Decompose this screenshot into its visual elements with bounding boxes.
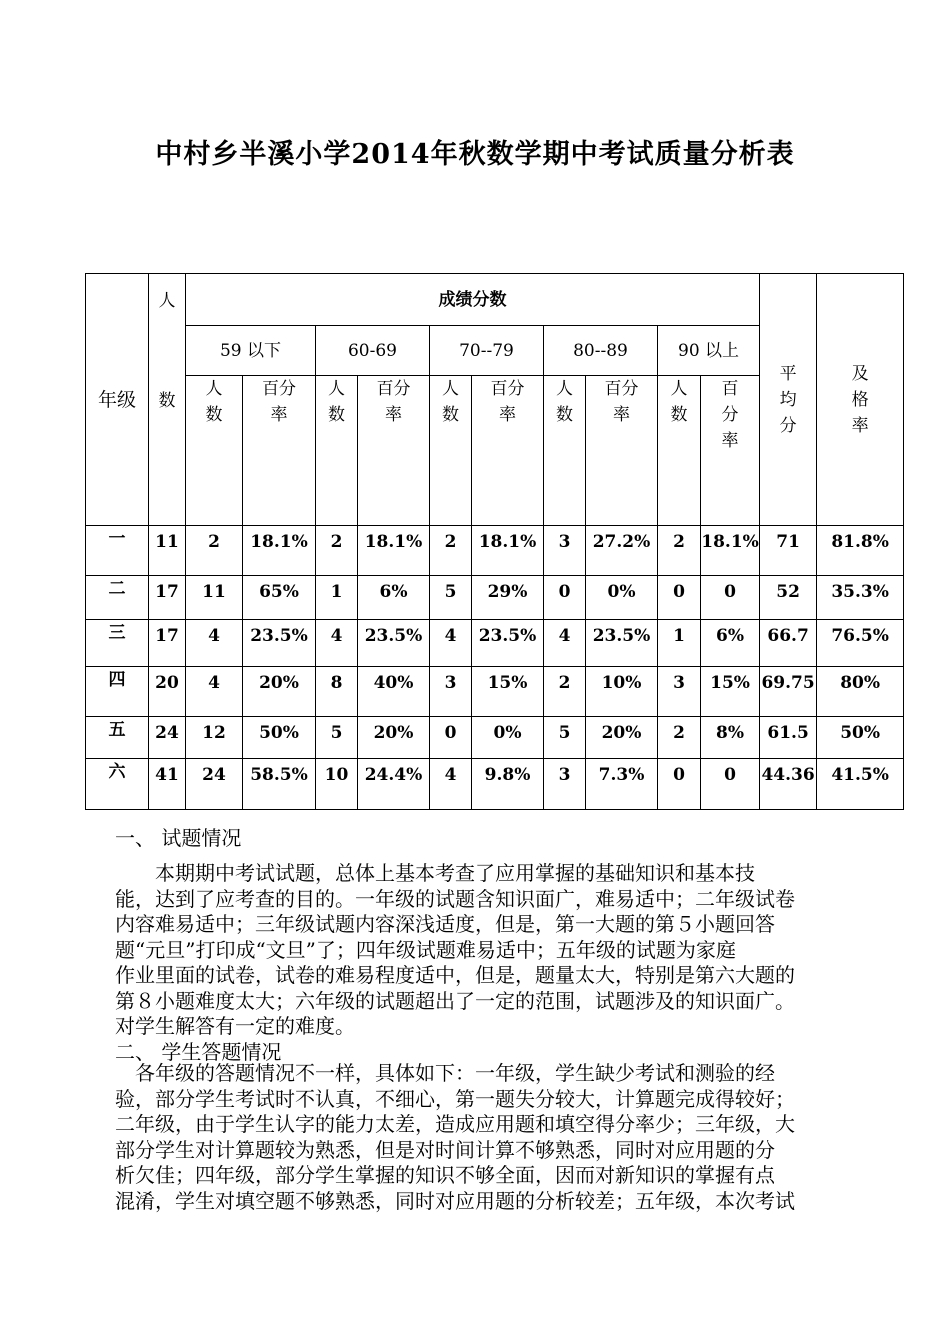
band-percent-cell: 6% — [358, 576, 430, 620]
paragraph-line: 混淆，学生对填空题不够熟悉，同时对应用题的分析较差；五年级，本次考试 — [115, 1188, 795, 1213]
band-count-cell: 4 — [186, 667, 243, 717]
band-count-cell: 11 — [186, 576, 243, 620]
paragraph-line: 第８小题难度太大；六年级的试题超出了一定的范围，试题涉及的知识面广。 — [115, 988, 795, 1013]
band-percent-cell: 23.5% — [586, 620, 658, 667]
band-percent-cell: 20% — [358, 717, 430, 759]
paragraph-line: 各年级的答题情况不一样，具体如下：一年级，学生缺少考试和测验的经 — [135, 1061, 775, 1085]
band-count-cell: 3 — [544, 759, 586, 810]
band-percent-cell: 10% — [586, 667, 658, 717]
paragraph-line: 作业里面的试卷，试卷的难易程度适中，但是，题量太大，特别是第六大题的 — [115, 963, 795, 987]
band-percent-cell: 18.1% — [701, 526, 760, 576]
grade-cell: 一 — [86, 526, 149, 576]
pass-rate-cell: 41.5% — [817, 759, 904, 810]
sub-count-header: 人 数 — [658, 376, 701, 526]
band-header: 60-69 — [316, 326, 430, 376]
band-percent-cell: 58.5% — [243, 759, 316, 810]
band-percent-cell: 0% — [586, 576, 658, 620]
band-percent-cell: 18.1% — [472, 526, 544, 576]
grade-cell: 三 — [86, 620, 149, 667]
pass-rate-cell: 35.3% — [817, 576, 904, 620]
paragraph-line: 部分学生对计算题较为熟悉，但是对时间计算不够熟悉，同时对应用题的分 — [115, 1137, 775, 1162]
paragraph-line: 二年级，由于学生认字的能力太差，造成应用题和填空得分率少；三年级，大 — [115, 1112, 795, 1136]
paragraph-line: 本期期中考试试题，总体上基本考查了应用掌握的基础知识和基本技 — [155, 861, 755, 885]
table-row — [86, 576, 904, 620]
paragraph-line: 验，部分学生考试时不认真，不细心，第一题失分较大，计算题完成得较好； — [115, 1086, 795, 1111]
sub-count-header: 人 数 — [430, 376, 472, 526]
band-count-cell: 2 — [316, 526, 358, 576]
sub-count-header: 人 数 — [544, 376, 586, 526]
band-count-cell: 5 — [544, 717, 586, 759]
section-2-heading: 二、 学生答题情况 — [115, 1040, 282, 1064]
band-header: 90 以上 — [658, 326, 760, 376]
pass-rate-cell: 50% — [817, 717, 904, 759]
band-percent-cell: 0% — [472, 717, 544, 759]
band-percent-cell: 50% — [243, 717, 316, 759]
average-header: 平 均 分 — [760, 274, 817, 526]
sub-percent-header: 百分 率 — [586, 376, 658, 526]
band-header: 70--79 — [430, 326, 544, 376]
band-percent-cell: 6% — [701, 620, 760, 667]
band-count-cell: 4 — [186, 620, 243, 667]
band-count-cell: 4 — [544, 620, 586, 667]
band-count-cell: 4 — [316, 620, 358, 667]
table-row — [86, 759, 904, 810]
band-percent-cell: 0 — [701, 759, 760, 810]
sub-count-header: 人 数 — [316, 376, 358, 526]
band-count-cell: 5 — [316, 717, 358, 759]
band-percent-cell: 18.1% — [358, 526, 430, 576]
band-percent-cell: 0 — [701, 576, 760, 620]
band-count-cell: 3 — [544, 526, 586, 576]
band-percent-cell: 40% — [358, 667, 430, 717]
band-percent-cell: 23.5% — [358, 620, 430, 667]
sub-percent-header: 百分 率 — [243, 376, 316, 526]
count-header: 人 数 — [149, 274, 186, 526]
section-1-heading: 一、 试题情况 — [115, 826, 242, 850]
band-count-cell: 0 — [430, 717, 472, 759]
band-percent-cell: 18.1% — [243, 526, 316, 576]
band-count-cell: 5 — [430, 576, 472, 620]
average-cell: 66.7 — [760, 620, 817, 667]
band-count-cell: 2 — [544, 667, 586, 717]
band-count-cell: 2 — [658, 717, 701, 759]
band-count-cell: 0 — [658, 576, 701, 620]
student-count-cell: 20 — [149, 667, 186, 717]
band-percent-cell: 65% — [243, 576, 316, 620]
table-row — [86, 667, 904, 717]
grade-cell: 五 — [86, 717, 149, 759]
paragraph-line: 题“元旦”打印成“文旦”了；四年级试题难易适中；五年级的试题为家庭 — [115, 937, 736, 962]
band-percent-cell: 23.5% — [472, 620, 544, 667]
document-title: 中村乡半溪小学2014年秋数学期中考试质量分析表 — [155, 139, 795, 170]
band-percent-cell: 7.3% — [586, 759, 658, 810]
student-count-cell: 41 — [149, 759, 186, 810]
band-count-cell: 3 — [430, 667, 472, 717]
student-count-cell: 11 — [149, 526, 186, 576]
band-percent-cell: 9.8% — [472, 759, 544, 810]
sub-percent-header: 百分 率 — [472, 376, 544, 526]
table-row — [86, 620, 904, 667]
pass-rate-header: 及 格 率 — [817, 274, 904, 526]
band-count-cell: 1 — [316, 576, 358, 620]
pass-rate-cell: 80% — [817, 667, 904, 717]
band-percent-cell: 15% — [701, 667, 760, 717]
band-count-cell: 10 — [316, 759, 358, 810]
score-header: 成绩分数 — [186, 274, 760, 326]
section-2-body — [115, 1061, 853, 1214]
grade-cell: 四 — [86, 667, 149, 717]
band-count-cell: 0 — [658, 759, 701, 810]
band-percent-cell: 23.5% — [243, 620, 316, 667]
sub-percent-header: 百分 率 — [358, 376, 430, 526]
sub-percent-header: 百 分 率 — [701, 376, 760, 526]
student-count-cell: 17 — [149, 576, 186, 620]
average-cell: 69.75 — [760, 667, 817, 717]
band-count-cell: 2 — [186, 526, 243, 576]
band-percent-cell: 8% — [701, 717, 760, 759]
pass-rate-cell: 81.8% — [817, 526, 904, 576]
pass-rate-cell: 76.5% — [817, 620, 904, 667]
paragraph-line: 对学生解答有一定的难度。 — [115, 1014, 355, 1038]
band-percent-cell: 15% — [472, 667, 544, 717]
table-row — [86, 717, 904, 759]
average-cell: 61.5 — [760, 717, 817, 759]
band-count-cell: 2 — [658, 526, 701, 576]
band-count-cell: 24 — [186, 759, 243, 810]
average-cell: 52 — [760, 576, 817, 620]
band-count-cell: 0 — [544, 576, 586, 620]
band-percent-cell: 20% — [586, 717, 658, 759]
band-count-cell: 12 — [186, 717, 243, 759]
band-count-cell: 3 — [658, 667, 701, 717]
average-cell: 71 — [760, 526, 817, 576]
band-percent-cell: 20% — [243, 667, 316, 717]
paragraph-line: 能，达到了应考查的目的。一年级的试题含知识面广，难易适中；二年级试卷 — [115, 886, 795, 911]
band-header: 80--89 — [544, 326, 658, 376]
band-count-cell: 1 — [658, 620, 701, 667]
band-count-cell: 2 — [430, 526, 472, 576]
paragraph-line: 内容难易适中；三年级试题内容深浅适度，但是，第一大题的第５小题回答 — [115, 912, 775, 936]
score-analysis-table — [85, 273, 904, 810]
sub-count-header: 人 数 — [186, 376, 243, 526]
student-count-cell: 24 — [149, 717, 186, 759]
band-percent-cell: 29% — [472, 576, 544, 620]
band-percent-cell: 27.2% — [586, 526, 658, 576]
band-header: 59 以下 — [186, 326, 316, 376]
band-count-cell: 4 — [430, 759, 472, 810]
grade-cell: 二 — [86, 576, 149, 620]
student-count-cell: 17 — [149, 620, 186, 667]
section-1-body — [115, 861, 853, 1040]
band-count-cell: 4 — [430, 620, 472, 667]
band-count-cell: 8 — [316, 667, 358, 717]
grade-header: 年级 — [86, 274, 149, 526]
table-row — [86, 526, 904, 576]
band-percent-cell: 24.4% — [358, 759, 430, 810]
grade-cell: 六 — [86, 759, 149, 810]
average-cell: 44.36 — [760, 759, 817, 810]
paragraph-line: 析欠佳；四年级，部分学生掌握的知识不够全面，因而对新知识的掌握有点 — [115, 1163, 775, 1187]
